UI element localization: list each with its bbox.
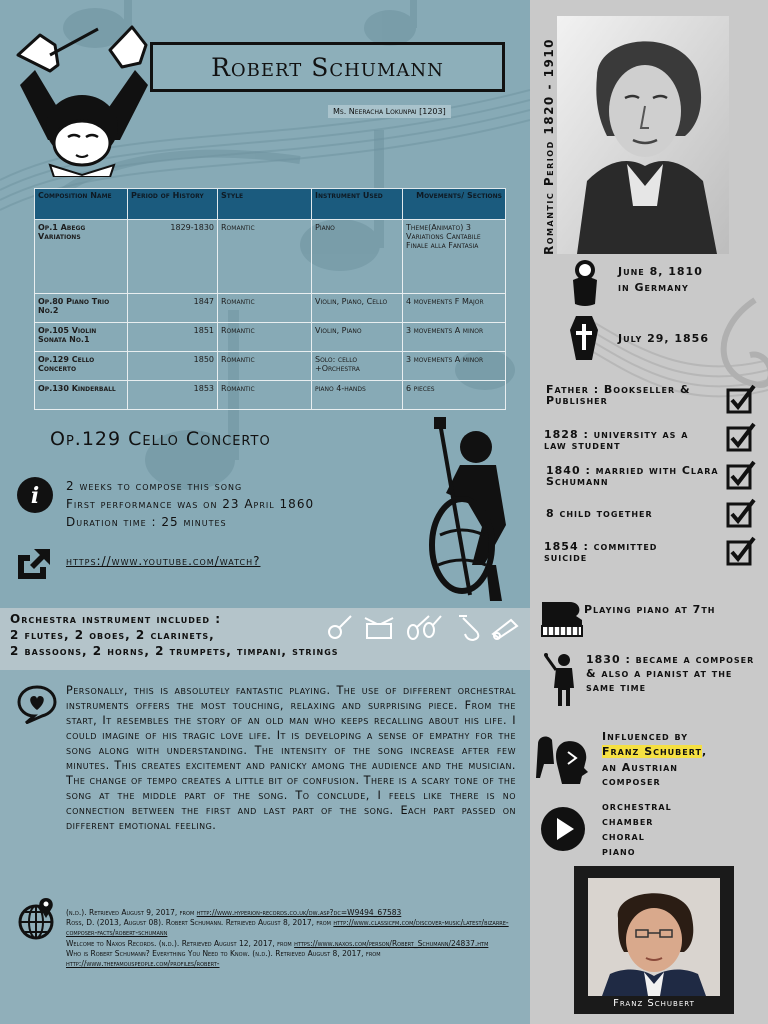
composition-name: Op.130 Kinderball [35, 381, 128, 410]
schubert-caption: Franz Schubert [613, 998, 695, 1009]
reference-link[interactable]: http://www.classicfm.com/discover-music/latest/bizarre-composer-facts/robert-schumann [66, 918, 509, 938]
death-date: July 29, 1856 [618, 332, 709, 345]
genre-item: chamber [602, 815, 654, 828]
schubert-portrait [588, 878, 720, 996]
composition-movements: 3 movements A minor [403, 323, 506, 352]
composition-name: Op.80 Piano Trio No.2 [35, 294, 128, 323]
info-icon [16, 476, 54, 514]
fact-university: 1828 : university as a law student [544, 428, 689, 452]
composition-style: Romantic [218, 294, 312, 323]
compose-time-text: 2 weeks to compose this song [66, 479, 243, 493]
column-header: Movements/ Sections [403, 189, 506, 220]
orchestra-title: Orchestra instrument included : [10, 612, 222, 626]
influenced-by-label: Influenced by [602, 730, 688, 743]
influenced-by-desc: an Austrian composer [602, 761, 678, 788]
composition-movements: 4 movements F Major [403, 294, 506, 323]
drum-icon [365, 618, 393, 638]
table-row [35, 352, 506, 381]
composition-movements: 6 pieces [403, 381, 506, 410]
orchestra-line-1: 2 flutes, 2 oboes, 2 clarinets, [10, 628, 215, 642]
reference-item: (n.d.). Retrieved August 9, 2017, from http://www.hyperion-records.co.uk/dw.asp?dc=W9494_67583 [66, 908, 402, 917]
genre-item: orchestral [602, 800, 672, 813]
schumann-portrait [557, 16, 729, 254]
composition-style: Romantic [218, 352, 312, 381]
fact-suicide: 1854 : committed suicide [544, 540, 658, 564]
speech-heart-icon [16, 684, 58, 724]
table-row [35, 381, 506, 410]
schubert-frame [574, 866, 734, 1014]
table-row [35, 323, 506, 352]
checkbox-icon [726, 536, 756, 566]
composition-table [34, 188, 506, 410]
composition-instrument: Violin, Piano [312, 323, 403, 352]
composition-movements: Theme(Animato) 3 Variations Cantabile Finale alla Fantasia [403, 220, 506, 294]
guitar-icon [329, 616, 351, 638]
composition-period: 1850 [128, 352, 218, 381]
svg-text:i: i [30, 483, 40, 509]
composition-period: 1851 [128, 323, 218, 352]
author-label: Ms. Neeracha Lokunpai [1203] [328, 105, 451, 118]
reference-item: Welcome to Naxos Records. (n.d.). Retrieved August 12, 2017, from https://www.naxos.com/person/Robert_Schumann/24837.htm [66, 938, 489, 948]
genre-item: choral [602, 830, 645, 843]
column-header: Period of History [128, 189, 218, 220]
column-header: Instrument Used [312, 189, 403, 220]
reference-item: Who is Robert Schumann? Everything You Need to Know. (n.d.). Retrieved August 8, 2017, from http://www.thefamouspeople.com/profiles/robert- [66, 948, 381, 969]
composition-movements: 3 movements A minor [403, 352, 506, 381]
column-header: Composition Name [35, 189, 128, 220]
conductor-figure-icon [544, 652, 580, 708]
fact-marriage: 1840 : married with Clara Schumann [546, 464, 719, 488]
fact-father: Father : Bookseller & Publisher [546, 383, 691, 407]
cellist-icon [410, 415, 525, 605]
composition-style: Romantic [218, 323, 312, 352]
globe-location-icon [16, 896, 58, 942]
saxophone-icon [459, 616, 478, 640]
composition-name: Op.105 Violin Sonata No.1 [35, 323, 128, 352]
reference-link[interactable]: http://www.hyperion-records.co.uk/dw.asp?dc=W9494_67583 [196, 908, 402, 917]
column-header: Style [218, 189, 312, 220]
concerto-title: Op.129 Cello Concerto [50, 428, 271, 450]
orchestra-line-2: 2 bassoons, 2 horns, 2 trumpets, timpani, strings [10, 644, 339, 658]
sidebar [530, 0, 768, 1024]
schubert-highlight: Franz Schubert [602, 745, 702, 758]
conductor-icon [10, 15, 155, 177]
checkbox-icon [726, 422, 756, 452]
duration-text: Duration time : 25 minutes [66, 515, 227, 529]
checkbox-icon [726, 384, 756, 414]
composer-fact: 1830 : became a composer & also a pianist at the same time [586, 653, 755, 694]
composition-instrument: Piano [312, 220, 403, 294]
composition-style: Romantic [218, 220, 312, 294]
composition-instrument: Violin, Piano, Cello [312, 294, 403, 323]
influenced-by-name-line: Franz Schubert, [602, 745, 708, 758]
trumpet-icon [493, 620, 517, 639]
birth-date: June 8, 1810 [618, 265, 703, 278]
review-text: Personally, this is absolutely fantastic playing. The use of different orchestral instruments offers the most touching, relaxing and surprising piece. From the start, It resembles the story of an old man who keeps recalling about his life. I could imagine of his tragic love life. It is developing a sense of empathy for the song along with understanding. The intensity of the song increase after few minutes. This creates excitement and panicky among the audience and the musician. The change of tempo creates a little bit of confusion. There is a scary tone of the song at the middle part of the song. To conclude, I feels like there is no connection between the first and last part of the song. Each part passed on different emotional feeling. [66, 684, 516, 832]
page-title: Robert Schumann [150, 42, 505, 92]
violin-icon [408, 616, 441, 639]
coffin-cross-icon [568, 314, 600, 362]
baby-icon [570, 258, 600, 308]
table-row [35, 294, 506, 323]
table-header-row [35, 189, 506, 220]
reference-link[interactable]: http://www.thefamouspeople.com/profiles/robert- [66, 959, 220, 969]
fact-children: 8 child together [546, 507, 653, 520]
reference-link[interactable]: https://www.naxos.com/person/Robert_Schumann/24837.htm [294, 938, 489, 948]
youtube-link[interactable]: https://www.youtube.com/watch? [66, 554, 261, 568]
composition-instrument: Solo: cello +Orchestra [312, 352, 403, 381]
composition-name: Op.1 Abegg Variations [35, 220, 128, 294]
instrument-icons [325, 612, 525, 642]
period-label: Romantic Period 1820 - 1910 [542, 37, 556, 255]
composition-period: 1847 [128, 294, 218, 323]
composition-period: 1829-1830 [128, 220, 218, 294]
piano-fact: Playing piano at 7th [584, 603, 716, 616]
composition-style: Romantic [218, 381, 312, 410]
first-performance-text: First performance was on 23 April 1860 [66, 497, 315, 511]
genre-item: piano [602, 845, 636, 858]
reference-item: Ross, D. (2013, August 08). Robert Schumann. Retrieved August 8, 2017, from http://www.classicfm.com/discover-music/latest/bizarre-composer-facts/robert-schumann [66, 918, 509, 938]
table-row [35, 220, 506, 294]
composition-period: 1853 [128, 381, 218, 410]
references [66, 908, 516, 969]
play-icon [540, 806, 586, 852]
influence-heads-icon [534, 734, 590, 786]
external-link-icon [16, 547, 52, 581]
grand-piano-icon [540, 598, 584, 638]
checkbox-icon [726, 460, 756, 490]
birth-place: in Germany [618, 281, 689, 294]
composition-instrument: piano 4-hands [312, 381, 403, 410]
composition-name: Op.129 Cello Concerto [35, 352, 128, 381]
checkbox-icon [726, 498, 756, 528]
